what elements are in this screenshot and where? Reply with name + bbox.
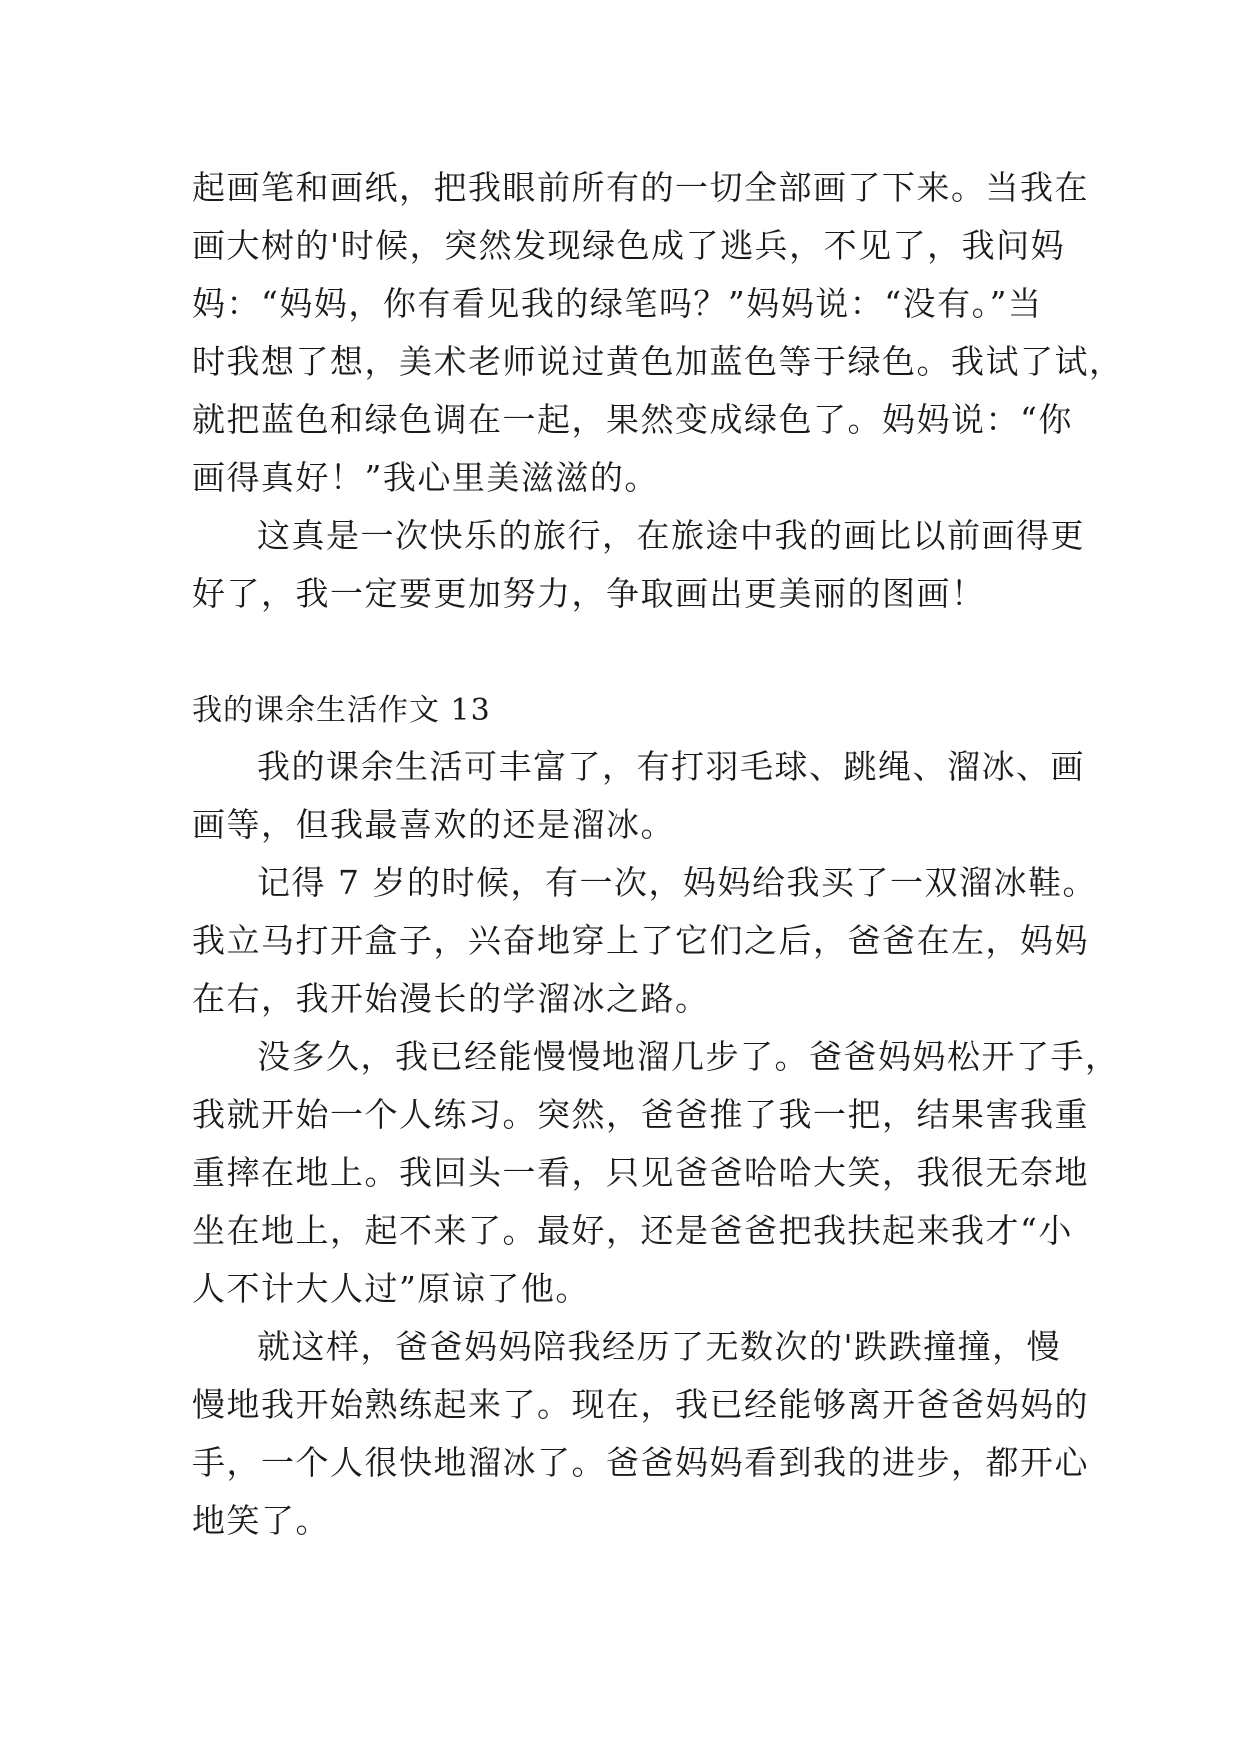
- essay-title: 我的课余生活作文 13: [192, 693, 491, 728]
- paragraph-line: 记得 7 岁的时候，有一次，妈妈给我买了一双溜冰鞋。: [257, 863, 1097, 902]
- paragraph-line: 这真是一次快乐的旅行，在旅途中我的画比以前画得更: [257, 516, 1085, 555]
- paragraph-line: 画大树的'时候，突然发现绿色成了逃兵，不见了，我问妈: [192, 226, 1066, 265]
- paragraph-line: 起画笔和画纸，把我眼前所有的一切全部画了下来。当我在: [192, 168, 1089, 207]
- paragraph-line: 人不计大人过”原谅了他。: [192, 1269, 590, 1308]
- paragraph-line: 慢地我开始熟练起来了。现在，我已经能够离开爸爸妈妈的: [192, 1385, 1089, 1424]
- paragraph-line: 时我想了想，美术老师说过黄色加蓝色等于绿色。我试了试，: [192, 342, 1124, 381]
- paragraph-line: 地笑了。: [192, 1501, 330, 1540]
- paragraph-line: 手，一个人很快地溜冰了。爸爸妈妈看到我的进步，都开心: [192, 1443, 1089, 1482]
- paragraph-line: 没多久，我已经能慢慢地溜几步了。爸爸妈妈松开了手，: [257, 1037, 1120, 1076]
- paragraph-line: 坐在地上，起不来了。最好，还是爸爸把我扶起来我才“小: [192, 1211, 1073, 1250]
- paragraph-line: 好了，我一定要更加努力，争取画出更美丽的图画！: [192, 574, 986, 613]
- paragraph-line: 就这样，爸爸妈妈陪我经历了无数次的'跌跌撞撞，慢: [257, 1327, 1062, 1366]
- paragraph-line: 我就开始一个人练习。突然，爸爸推了我一把，结果害我重: [192, 1095, 1089, 1134]
- paragraph-line: 我立马打开盒子，兴奋地穿上了它们之后，爸爸在左，妈妈: [192, 921, 1089, 960]
- paragraph-line: 画得真好！”我心里美滋滋的。: [192, 458, 659, 497]
- paragraph-line: 就把蓝色和绿色调在一起，果然变成绿色了。妈妈说：“你: [192, 400, 1073, 439]
- paragraph-line: 画等，但我最喜欢的还是溜冰。: [192, 805, 675, 844]
- paragraph-line: 重摔在地上。我回头一看，只见爸爸哈哈大笑，我很无奈地: [192, 1153, 1089, 1192]
- paragraph-line: 在右，我开始漫长的学溜冰之路。: [192, 979, 710, 1018]
- paragraph-line: 我的课余生活可丰富了，有打羽毛球、跳绳、溜冰、画: [257, 747, 1085, 786]
- paragraph-line: 妈：“妈妈，你有看见我的绿笔吗？”妈妈说：“没有。”当: [192, 284, 1043, 323]
